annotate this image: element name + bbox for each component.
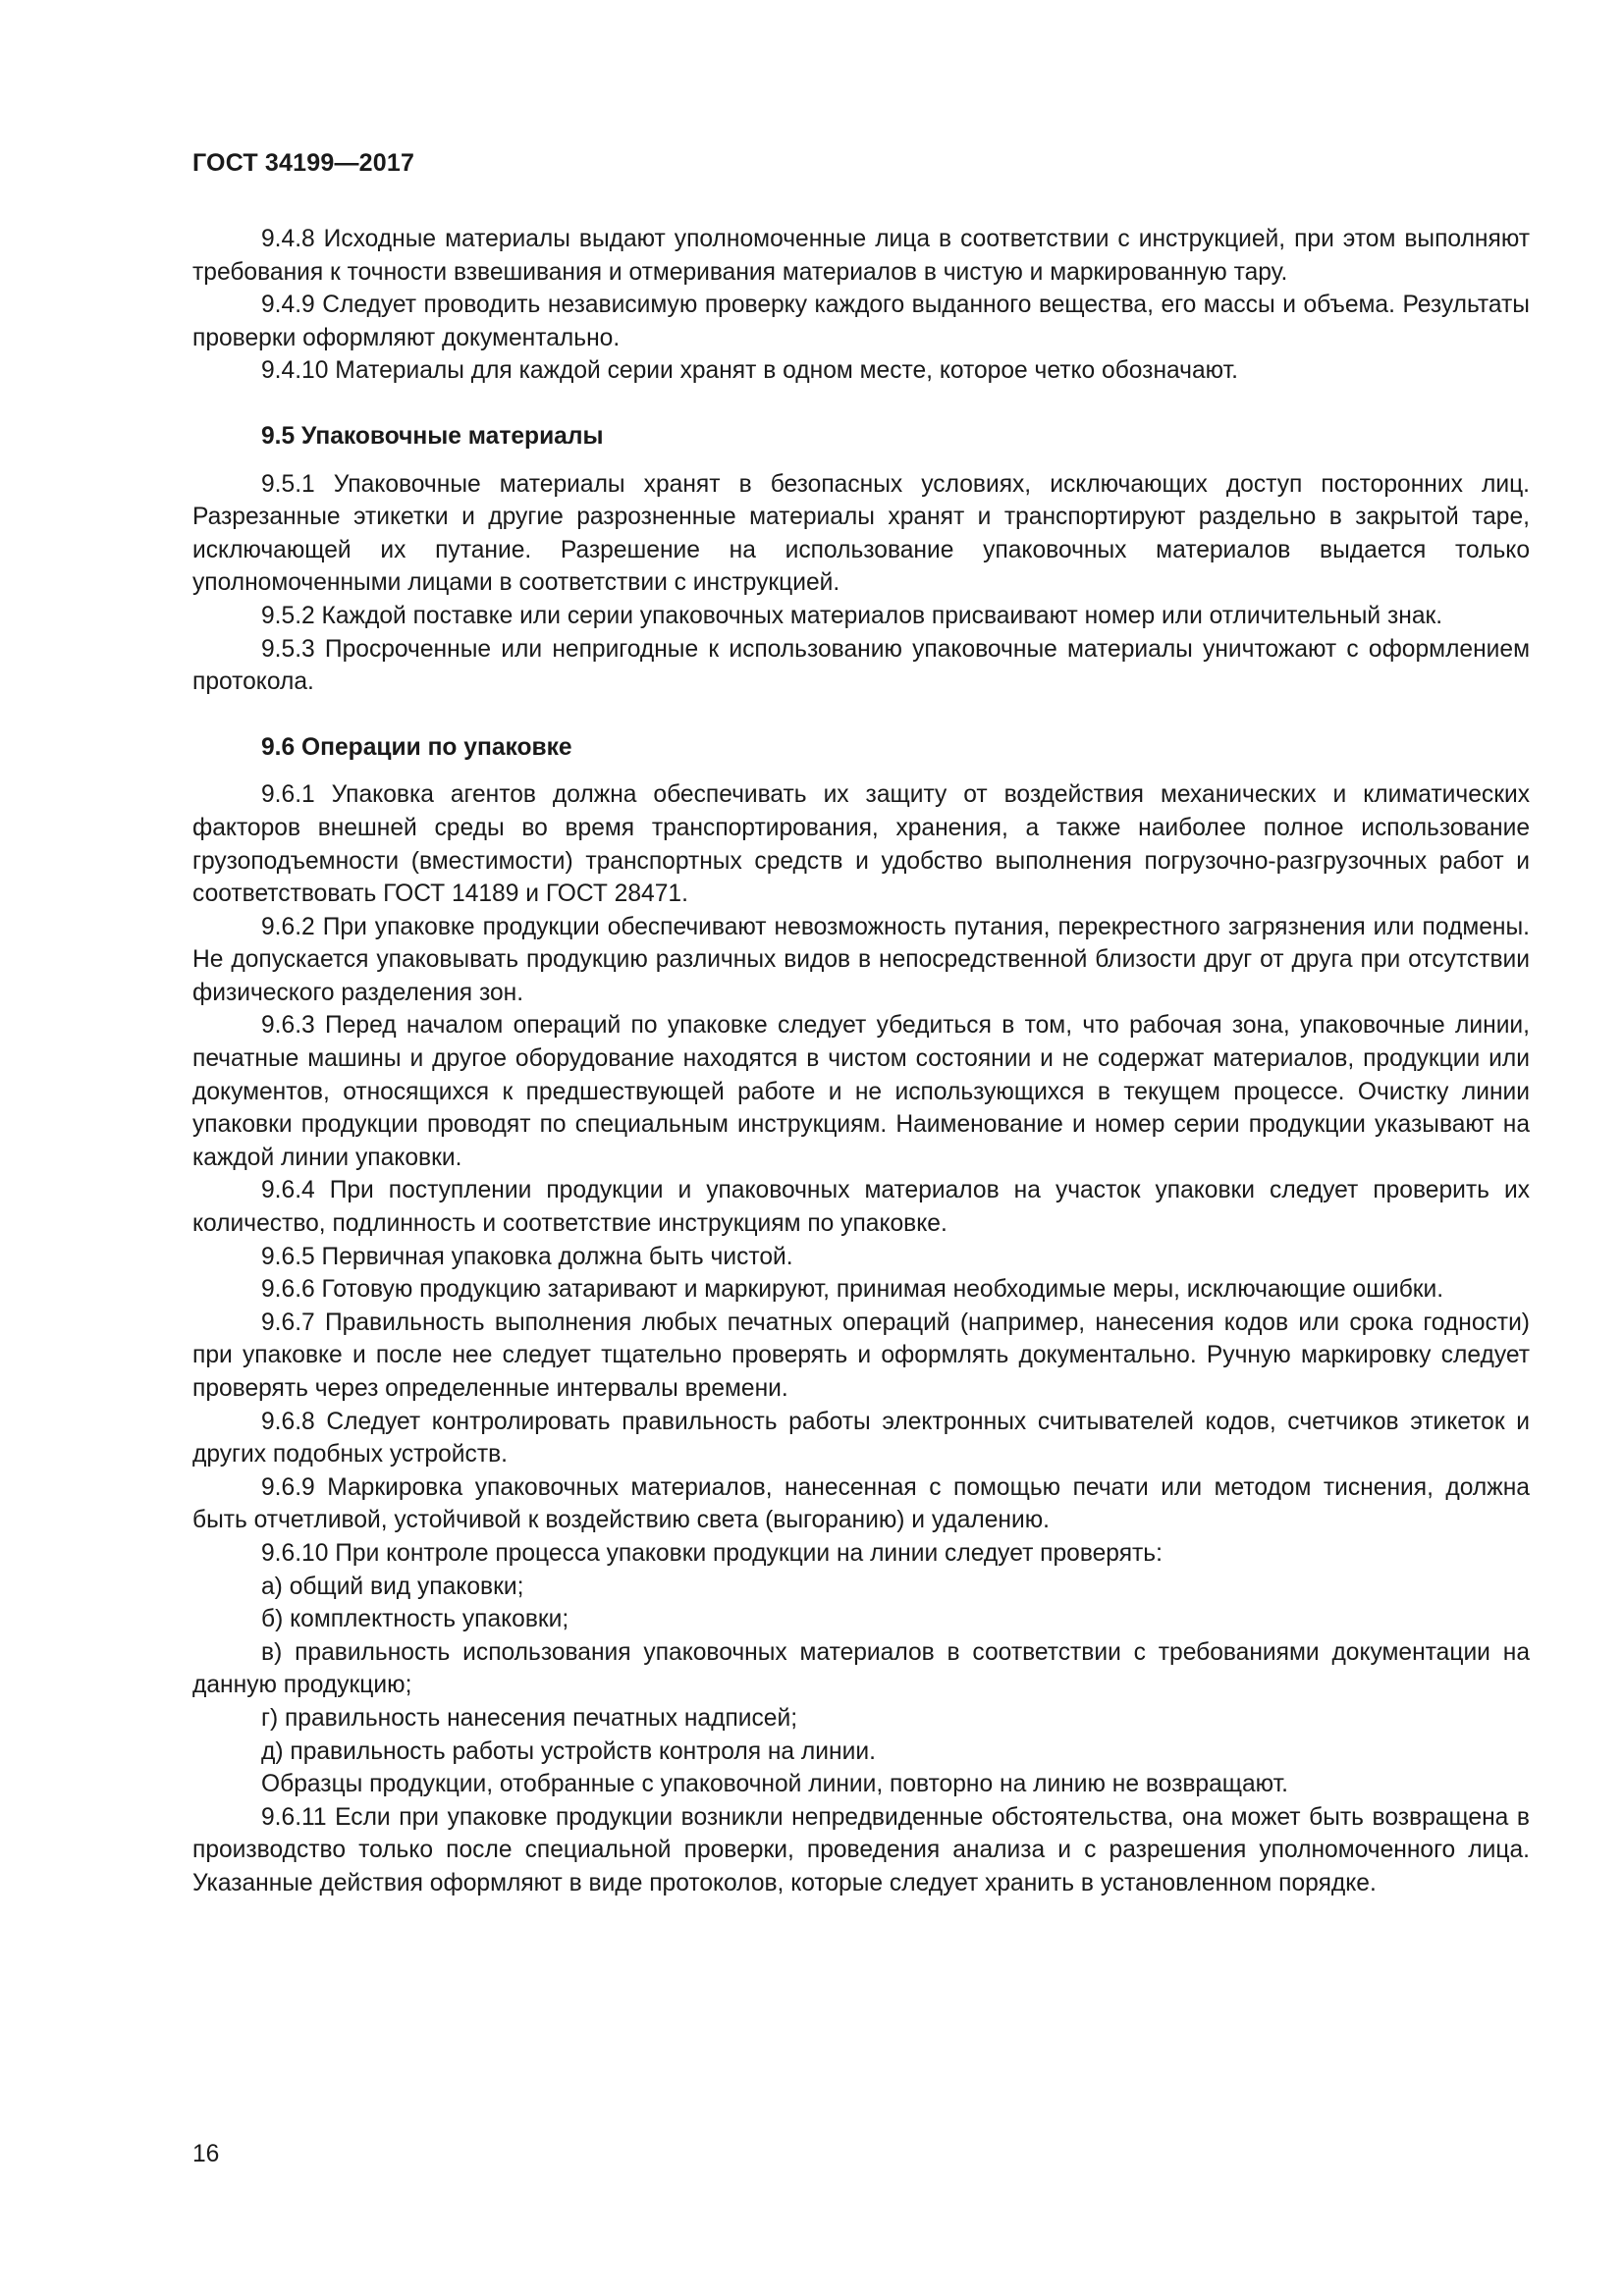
- paragraph-9-6-2: 9.6.2 При упаковке продукции обеспечивают невозможность путания, перекрестного загрязнения или подмены. Не допускается упаковывать продукцию различных видов в непосредственной близости друг от друга при отсутствии физического разделения зон.: [192, 913, 1530, 1006]
- paragraph-9-6-6: 9.6.6 Готовую продукцию затаривают и маркируют, принимая необходимые меры, исключающие ошибки.: [261, 1276, 1444, 1304]
- paragraph-9-5-1: 9.5.1 Упаковочные материалы хранят в безопасных условиях, исключающих доступ посторонних лиц. Разрезанные этикетки и другие разрозненные материалы хранят и транспортируют раздельно в закрытой таре, исключающей их путание. Разрешение на использование упаковочных материалов выдается только уполномоченными лицами в соответствии с инструкцией.: [192, 470, 1530, 597]
- list-item-b: б) комплектность упаковки;: [261, 1606, 569, 1633]
- section-heading-9-6: 9.6 Операции по упаковке: [261, 733, 572, 761]
- document-code-header: ГОСТ 34199—2017: [192, 149, 415, 177]
- paragraph-9-5-2: 9.5.2 Каждой поставке или серии упаковочных материалов присваивают номер или отличительный знак.: [261, 602, 1443, 629]
- paragraph-9-6-4: 9.6.4 При поступлении продукции и упаковочных материалов на участок упаковки следует проверить их количество, подлинность и соответствие инструкциям по упаковке.: [192, 1177, 1530, 1238]
- paragraph-9-4-10: 9.4.10 Материалы для каждой серии хранят в одном месте, которое четко обозначают.: [261, 357, 1238, 385]
- paragraph-9-6-9: 9.6.9 Маркировка упаковочных материалов, нанесенная с помощью печати или методом тиснения, должна быть отчетливой, устойчивой к воздействию света (выгоранию) и удалению.: [192, 1473, 1530, 1534]
- paragraph-9-6-11: 9.6.11 Если при упаковке продукции возникли непредвиденные обстоятельства, она может быть возвращена в производство только после специальной проверки, проведения анализа и с разрешения уполномоченного лица. Указанные действия оформляют в виде протоколов, которые следует хранить в установленном порядке.: [192, 1803, 1530, 1896]
- list-item-a: а) общий вид упаковки;: [261, 1573, 524, 1600]
- paragraph-samples: Образцы продукции, отобранные с упаковочной линии, повторно на линию не возвращают.: [261, 1771, 1288, 1798]
- paragraph-9-6-5: 9.6.5 Первичная упаковка должна быть чистой.: [261, 1243, 793, 1270]
- paragraph-9-6-1: 9.6.1 Упаковка агентов должна обеспечивать их защиту от воздействия механических и климатических факторов внешней среды во время транспортирования, хранения, а также наиболее полное использование грузоподъемности (вместимости) транспортных средств и удобство выполнения погрузочно-разгрузочных работ и соответствовать ГОСТ 14189 и ГОСТ 28471.: [192, 781, 1530, 908]
- document-body: [192, 223, 1530, 1900]
- list-item-d: д) правильность работы устройств контроля на линии.: [261, 1737, 876, 1765]
- paragraph-9-4-8: 9.4.8 Исходные материалы выдают уполномоченные лица в соответствии с инструкцией, при этом выполняют требования к точности взвешивания и отмеривания материалов в чистую и маркированную тару.: [192, 226, 1530, 286]
- page-number: 16: [192, 2141, 220, 2167]
- list-item-v: в) правильность использования упаковочных материалов в соответствии с требованиями документации на данную продукцию;: [192, 1638, 1530, 1699]
- paragraph-9-6-8: 9.6.8 Следует контролировать правильность работы электронных считывателей кодов, счетчиков этикеток и других подобных устройств.: [192, 1408, 1530, 1468]
- list-item-g: г) правильность нанесения печатных надписей;: [261, 1704, 798, 1732]
- paragraph-9-4-9: 9.4.9 Следует проводить независимую проверку каждого выданного вещества, его массы и объема. Результаты проверки оформляют документально.: [192, 292, 1530, 351]
- section-heading-9-5: 9.5 Упаковочные материалы: [261, 422, 604, 450]
- paragraph-9-6-7: 9.6.7 Правильность выполнения любых печатных операций (например, нанесения кодов или срока годности) при упаковке и после нее следует тщательно проверять и оформлять документально. Ручную маркировку следует проверять через определенные интервалы времени.: [192, 1308, 1530, 1402]
- paragraph-9-6-3: 9.6.3 Перед началом операций по упаковке следует убедиться в том, что рабочая зона, упаковочные линии, печатные машины и другое оборудование находятся в чистом состоянии и не содержат материалов, продукции или документов, относящихся к предшествующей работе и не использующихся в текущем процессе. Очистку линии упаковки продукции проводят по специальным инструкциям. Наименование и номер серии продукции указывают на каждой линии упаковки.: [192, 1012, 1530, 1171]
- paragraph-9-5-3: 9.5.3 Просроченные или непригодные к использованию упаковочные материалы уничтожают с оформлением протокола.: [192, 635, 1530, 696]
- paragraph-9-6-10: 9.6.10 При контроле процесса упаковки продукции на линии следует проверять:: [261, 1539, 1163, 1567]
